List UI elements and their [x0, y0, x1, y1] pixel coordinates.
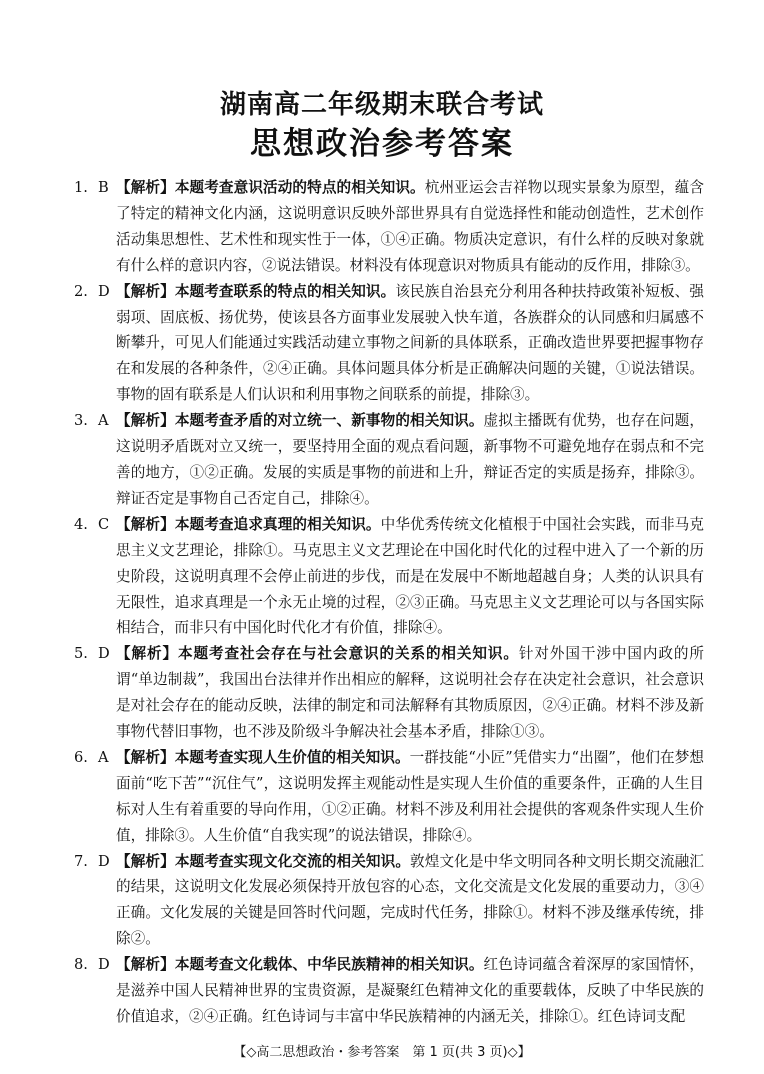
topic-text: 本题考查文化载体、中华民族精神的相关知识。 [174, 956, 484, 974]
explanation [116, 175, 704, 279]
answer-list [74, 175, 704, 1030]
answer-letter: A [98, 412, 109, 430]
answer-item [74, 279, 704, 409]
analysis-tag: 【解析】 [116, 412, 175, 430]
question-number: 2. [74, 282, 88, 300]
explanation [116, 745, 704, 849]
answer-item [74, 641, 704, 745]
topic-text: 本题考查社会存在与社会意识的关系的相关知识。 [178, 645, 519, 663]
answer-letter: D [98, 956, 110, 974]
explanation-text: 该民族自治县充分利用各种扶持政策补短板、强弱项、固底板、扬优势，使该县各方面事业发展驶入快车道，各族群众的认同感和归属感不断攀升，可见人们能通过实践活动建立事物之间新的具体联系，正确改造世界要把握事物存在和发展的各种条件，②④正确。具体问题具体分析是正确解决问题的关键，①说法错误。事物的固有联系是人们认识和利用事物之间联系的前提，排除③。 [116, 282, 704, 404]
analysis-tag: 【解析】 [116, 282, 175, 300]
question-number: 6. [74, 748, 88, 766]
explanation [116, 279, 704, 409]
answer-item [74, 408, 704, 512]
answer-item [74, 175, 704, 279]
question-number: 7. [74, 852, 88, 870]
answer-letter: A [98, 748, 109, 766]
answer-letter: D [98, 852, 110, 870]
answer-item [74, 512, 704, 642]
explanation [116, 849, 704, 953]
explanation-text: 一群技能“小匠”凭借实力“出圈”，他们在梦想面前“吃下苦”“沉住气”，这说明发挥主观能动性是实现人生价值的重要条件，正确的人生目标对人生有着重要的导向作用，①②正确。材料不涉及利用社会提供的客观条件实现人生价值，排除③。人生价值“自我实现”的说法错误，排除④。 [116, 748, 704, 844]
explanation [116, 512, 704, 642]
answer-item [74, 849, 704, 953]
answer-key-title: 思想政治参考答案 [250, 126, 514, 162]
explanation [116, 952, 704, 1030]
explanation [116, 408, 704, 512]
explanation-text: 敦煌文化是中华文明同各种文明长期交流融汇的结果，这说明文化发展必须保持开放包容的心态，文化交流是文化发展的重要动力，③④正确。文化发展的关键是回答时代问题，完成时代任务，排除①。材料不涉及继承传统，排除②。 [116, 852, 704, 948]
answer-item [74, 745, 704, 849]
analysis-tag: 【解析】 [116, 852, 175, 870]
explanation-text: 杭州亚运会吉祥物以现实景象为原型，蕴含了特定的精神文化内涵，这说明意识反映外部世界具有自觉选择性和能动创造性，艺术创作活动集思想性、艺术性和现实性于一体，①④正确。物质决定意识，有什么样的反映对象就有什么样的意识内容，②说法错误。材料没有体现意识对物质具有能动的反作用，排除③。 [116, 179, 704, 274]
explanation-text: 红色诗词蕴含着深厚的家国情怀，是滋养中国人民精神世界的宝贵资源，是凝聚红色精神文化的重要载体，反映了中华民族的价值追求，②④正确。红色诗词与丰富中华民族精神的内涵无关，排除①。红色诗词支配 [116, 956, 704, 1025]
question-number: 5. [74, 645, 88, 663]
analysis-tag: 【解析】 [116, 179, 175, 196]
answer-letter: D [98, 645, 110, 663]
topic-text: 本题考查矛盾的对立统一、新事物的相关知识。 [174, 412, 484, 430]
analysis-tag: 【解析】 [116, 748, 175, 766]
answer-item [74, 952, 704, 1030]
question-number: 4. [74, 515, 88, 533]
question-number: 3. [74, 412, 88, 430]
topic-text: 本题考查实现文化交流的相关知识。 [174, 852, 411, 870]
question-number: 1. [74, 179, 88, 196]
explanation-text: 中华优秀传统文化植根于中国社会实践，而非马克思主义文艺理论，排除①。马克思主义文艺理论在中国化时代化的过程中进入了一个新的历史阶段，这说明真理不会停止前进的步伐，而是在发展中不断地超越自身；人类的认识具有无限性，追求真理是一个永无止境的过程，②③正确。马克思主义文艺理论可以与各国实际相结合，而非只有中国化时代化才有价值，排除④。 [116, 515, 704, 637]
page-footer: 【◇高二思想政治・参考答案 第 1 页(共 3 页)◇】 [233, 1045, 531, 1060]
exam-title: 湖南高二年级期末联合考试 [219, 90, 544, 120]
answer-letter: D [98, 282, 110, 300]
topic-text: 本题考查联系的特点的相关知识。 [174, 282, 396, 300]
analysis-tag: 【解析】 [116, 645, 178, 663]
explanation [116, 641, 704, 745]
explanation-text: 针对外国干涉中国内政的所谓“单边制裁”，我国出台法律并作出相应的解释，这说明社会存在决定社会意识，社会意识是对社会存在的能动反映，法律的制定和司法解释有其物质原因，②④正确。材料不涉及新事物代替旧事物，也不涉及阶级斗争解决社会基本矛盾，排除①③。 [116, 645, 704, 741]
topic-text: 本题考查追求真理的相关知识。 [174, 515, 381, 533]
topic-text: 本题考查实现人生价值的相关知识。 [174, 748, 410, 766]
answer-letter: B [98, 179, 109, 196]
answer-letter: C [98, 515, 110, 533]
analysis-tag: 【解析】 [116, 515, 175, 533]
question-number: 8. [74, 956, 88, 974]
explanation-text: 虚拟主播既有优势，也存在问题，这说明矛盾既对立又统一，要坚持用全面的观点看问题，新事物不可避免地存在弱点和不完善的地方，①②正确。发展的实质是事物的前进和上升，辩证否定的实质是扬弃，排除③。辩证否定是事物自己否定自己，排除④。 [116, 412, 704, 507]
topic-text: 本题考查意识活动的特点的相关知识。 [174, 179, 425, 196]
analysis-tag: 【解析】 [116, 956, 175, 974]
